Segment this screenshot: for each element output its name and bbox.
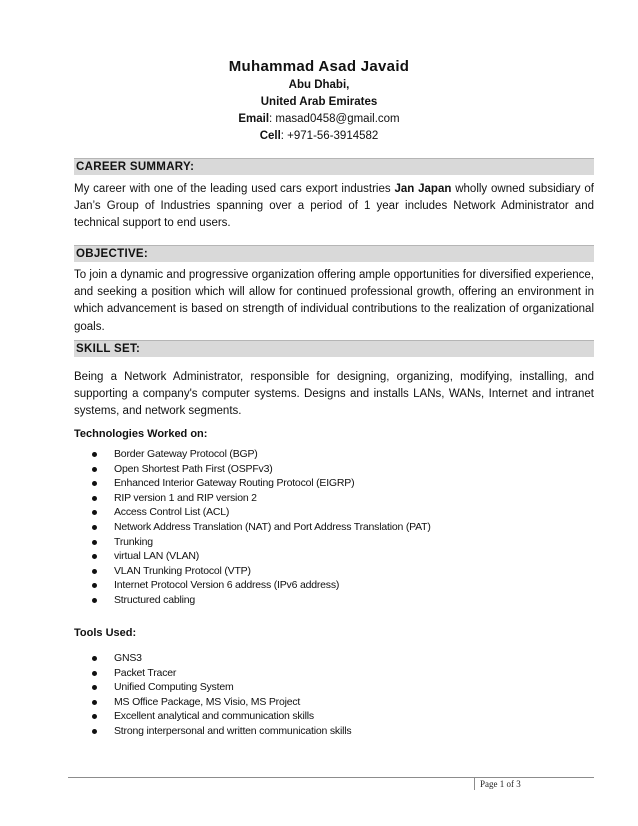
technology-item-label: Internet Protocol Version 6 address (IPv6 address) [114, 579, 340, 592]
tool-item [74, 695, 351, 710]
candidate-cell [0, 128, 638, 145]
bullet-icon [92, 510, 97, 515]
footer-divider [68, 777, 594, 778]
technology-item-label: RIP version 1 and RIP version 2 [114, 491, 257, 504]
technology-item [74, 462, 431, 477]
career-summary-text-start: My career with one of the leading used cars export industries [74, 183, 395, 195]
technology-item-label: Network Address Translation (NAT) and Port Address Translation (PAT) [114, 520, 431, 533]
bullet-icon [92, 583, 97, 588]
bullet-icon [92, 540, 97, 545]
technologies-list [74, 447, 431, 608]
bullet-icon [92, 554, 97, 559]
tool-item-label: Packet Tracer [114, 666, 177, 679]
bullet-icon [92, 729, 97, 734]
bullet-icon [92, 525, 97, 530]
technology-item-label: Trunking [114, 535, 153, 548]
email-label: Email [238, 113, 270, 125]
technology-item [74, 578, 431, 593]
technology-item-label: Open Shortest Path First (OSPFv3) [114, 462, 273, 475]
bullet-icon [92, 656, 97, 661]
tool-item-label: MS Office Package, MS Visio, MS Project [114, 695, 301, 708]
bullet-icon [92, 714, 97, 719]
tool-item-label: Unified Computing System [114, 681, 234, 694]
career-summary-text [74, 181, 594, 233]
technology-item [74, 549, 431, 564]
technology-item-label: VLAN Trunking Protocol (VTP) [114, 564, 251, 577]
bullet-icon [92, 452, 97, 457]
objective-text: To join a dynamic and progressive organization offering ample opportunities for diversified experience, and seeking a position which will allow for continued professional growth, offering an environment in which advancement is based on strength of individual contributions to the realization of organizational goals. [74, 269, 594, 333]
tool-item-label: GNS3 [114, 652, 142, 664]
tools-list [74, 651, 351, 739]
bullet-icon [92, 467, 97, 472]
technology-item [74, 535, 431, 550]
bullet-icon [92, 598, 97, 603]
technologies-heading: Technologies Worked on: [74, 428, 208, 440]
tool-item-label: Strong interpersonal and written communication skills [114, 724, 352, 737]
technology-item [74, 520, 431, 535]
tool-item [74, 651, 351, 666]
tool-item [74, 666, 351, 681]
technology-item [74, 593, 431, 608]
bullet-icon [92, 496, 97, 501]
tool-item [74, 680, 351, 695]
footer-separator [474, 778, 475, 790]
technology-item-label: Border Gateway Protocol (BGP) [114, 448, 258, 460]
tool-item [74, 709, 351, 724]
skill-set-heading: SKILL SET: [74, 340, 594, 357]
company-name: Jan Japan [394, 183, 452, 195]
bullet-icon [92, 700, 97, 705]
objective-heading: OBJECTIVE: [74, 245, 594, 262]
cell-value: : +971-56-3914582 [280, 130, 379, 142]
skill-set-text: Being a Network Administrator, responsible for designing, organizing, modifying, installing, and supporting a company's computer systems. Designs and installs LANs, WANs, Internet and intranet systems, and network segments. [74, 371, 594, 418]
bullet-icon [92, 569, 97, 574]
technology-item-label: Enhanced Interior Gateway Routing Protocol (EIGRP) [114, 477, 355, 490]
email-value: : masad0458@gmail.com [269, 113, 400, 125]
technology-item-label: virtual LAN (VLAN) [114, 550, 200, 563]
technology-item [74, 491, 431, 506]
tools-heading: Tools Used: [74, 627, 137, 639]
technology-item [74, 447, 431, 462]
technology-item [74, 476, 431, 491]
bullet-icon [92, 671, 97, 676]
tool-item-label: Excellent analytical and communication skills [114, 710, 314, 723]
candidate-country: United Arab Emirates [260, 96, 378, 108]
career-summary-heading: CAREER SUMMARY: [74, 158, 594, 175]
candidate-email [0, 111, 638, 128]
technology-item [74, 564, 431, 579]
technology-item [74, 505, 431, 520]
technology-item-label: Structured cabling [114, 593, 196, 606]
tool-item [74, 724, 351, 739]
candidate-city: Abu Dhabi, [288, 79, 350, 91]
candidate-name: Muhammad Asad Javaid [228, 58, 410, 75]
technology-item-label: Access Control List (ACL) [114, 506, 230, 519]
bullet-icon [92, 685, 97, 690]
page-number: Page 1 of 3 [480, 779, 521, 789]
cell-label: Cell [259, 130, 281, 142]
bullet-icon [92, 481, 97, 486]
career-summary-text-end: wholly owned subsidiary of Jan’s Group of Industries spanning over a period of 1 year includes Network Administrator and technical support to end users. [74, 183, 594, 230]
